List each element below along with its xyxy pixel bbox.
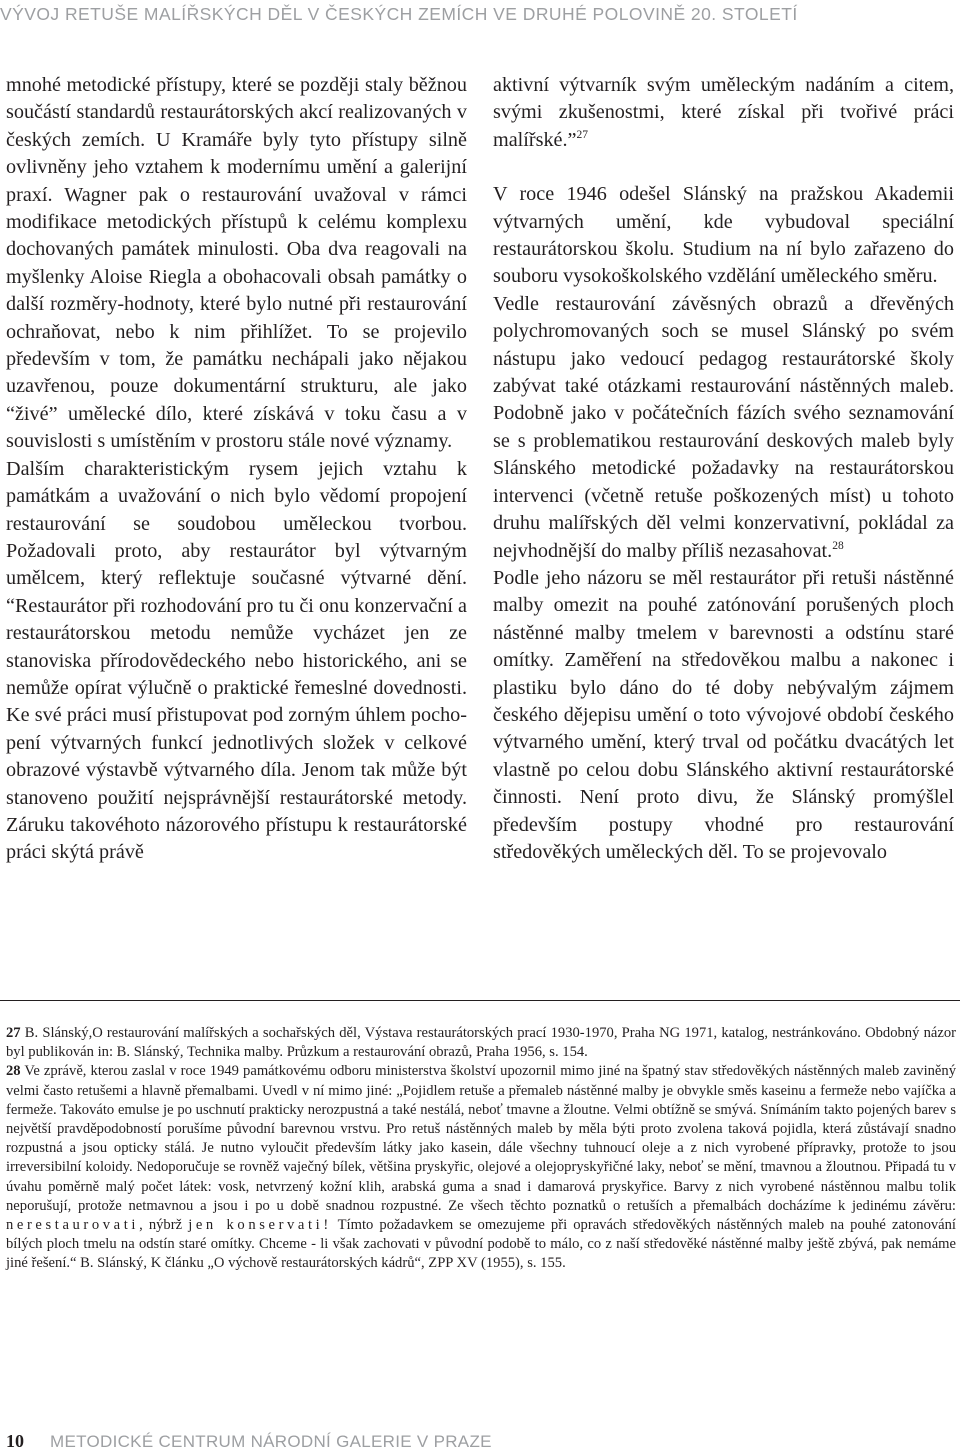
footnote-text: Tímto požadavkem se omezujeme při opravách středověkých nástěnných maleb na pouhé zatonování bílých ploch tmelu na odstín staré omítky. Chceme - li však zachovati v původní podobě to málo, co z naší středověké nástěnné malby ještě zbývá, pak nemáme jiné řešení.“ B. Slánský, K článku „O výchově restaurátorských kádrů“, ZPP XV (1955), s. 155. — [6, 1217, 956, 1272]
footnote-number: 28 — [6, 1063, 21, 1080]
footnote-28 — [6, 1062, 956, 1273]
page-number: 10 — [6, 1431, 24, 1451]
footnote-divider — [0, 1000, 960, 1001]
body-paragraph — [493, 291, 954, 565]
paragraph-text: Vedle restaurování závěsných obrazů a dřevěných polychromovaných soch se musel Slánský po svém nástupu jako vedoucí pedagog restaurátorské školy zabývat také otázkami restaurování nástěnných maleb. Podobně jako v počátečních fázích svého seznamování se s problematikou restaurování deskových maleb byly Slánského metodické požadavky na restaurátorskou intervenci (včetně retuše poškozených míst) u tohoto druhu malířských děl velmi konzervativní, pokládal za nejvhodnější do malby příliš nezasahovat. — [493, 292, 954, 562]
footnote-text: B. Slánský,O restaurování malířských a sochařských děl, Výstava restaurátorských prací 1930-1970, Praha NG 1971, katalog, nestránkováno. Obdobný názor byl publikován in: B. Slánský, Technika malby. Průzkum a restaurování obrazů, Praha 1956, s. 154. — [6, 1025, 956, 1061]
footnote-27 — [6, 1024, 956, 1062]
footnote-text: Ve zprávě, kterou zaslal v roce 1949 památkovému odboru ministerstva školství upozornil mimo jiné na špatný stav středověkých nástěnných maleb zaviněný velmi často retušemi a hlavně přemalbami. Uvedl v ní mimo jiné: „Pojidlem retuše a přemaleb nástěnné malby je obvykle směs kaseinu a fermeže nebo vajíčka a fermeže. Takováto emulse je po uschnutí prakticky nerozpustná a také nestálá, neboť tmavne a žloutne. Velmi obtížně se smývá. Snímáním takto pojených barev s největší pravděpodobností porušíme původní barevnou vrstvu. Pro retuš nástěnných maleb by měla býti proto zvolena taková pojidla, která zůstávají snadno rozpustná a jsou opticky stálá. Je nutno vyloučit především látky jako kasein, dále všechny tuhnoucí oleje a z nich vyrobené přípravky, protože to jsou irreversibilní koloidy. Nedoporučuje se rovněž vaječný bílek, většina pryskyřic, olejové a olejopryskyřičné laky, neboť se mění, tmavnou a žloutnou. Připadá tu v úvahu poměrně malý počet látek: vosk, netvrzený kožní klih, arabská guma a snad i damarová pryskyřice. Barvy z nich vyrobené nástěnnou malbu tolik neporušují, protože netmavnou a jsou i po u době snadnou rozpustné. Ze všech těchto poznatků o retuších a přemalbách docházíme k jedinému závěru: — [6, 1063, 956, 1214]
body-paragraph — [493, 72, 954, 154]
body-paragraph: Dalším charakteristickým rysem jejich vztahu k památkám a uvažování o nich bylo vědomí propojení restaurování se soudobou uměleckou tvorbou. Požadovali proto, aby restaurátor byl výtvarným umělcem, který reflektuje současné výtvarné dění. “Restaurátor při rozhodování pro tu či onu konzervační a restaurátorskou metodu nemůže vycházet jen ze stanoviska přírodovědeckého nebo historického, ani se nemůže opírat výlučně o praktické řemeslné dovednosti. Ke své práci musí přistupovat pod zorným úhlem pochopení výtvarných funkcí jednotlivých složek v celkové obrazové výstavbě výtvarného díla. Jenom tak může být stanoveno použití nejsprávnější restaurátorské metody. Záruku takovéhoto názorového přístupu k restaurátorské práci skýtá právě — [6, 457, 467, 864]
body-paragraph: V roce 1946 odešel Slánský na pražskou Akademii výtvarných umění, kde vybudoval speciální restaurátorskou školu. Studium na ní bylo zařazeno do souboru vysokoškolského vzdělání uměleckého směru. — [493, 183, 954, 288]
footnote-ref-28[interactable]: 28 — [832, 539, 844, 552]
body-paragraph: Podle jeho názoru se měl restaurátor při retuši nástěnné malby omezit na pouhé zatónování porušených ploch nástěnné malby tmelem v barevnosti a odstínu staré omítky. Zaměření na středověkou malbu a nakonec i plastiku bylo dáno do té doby nebývalým zájmem českého dějepisu umění o toto vývojové období českého výtvarného umění, který trval od počátku dvacátých let vlastně po celou dobu Slánského aktivní restaurátorské činnosti. Není proto divu, že Slánský promýšlel především postupy vhodné pro restaurování středověkých uměleckých děl. To se projevovalo — [493, 566, 954, 863]
body-paragraph: mnohé metodické přístupy, které se později staly běžnou součástí standardů restaurátorských akcí realizovaných v českých zemích. U Kramáře byly tyto přístupy silně ovlivněny jeho vztahem k modernímu umění a galerijní praxí. Wagner pak o restaurování uvažoval v rámci modifikace metodických přístupů k celému komplexu dochovaných památek minulosti. Oba dva reagovali na myšlenky Aloise Riegla a obohacovali obsah památky o další rozměry-hodnoty, které bylo nutné při restaurování ochraňovat, nebo k nim přihlížet. To se projevilo především v tom, že památku nechápali jako nějakou uzavřenou, pouze dokumentární strukturu, ale jako “živé” umělecké dílo, které získává v toku času a v souvislosti s umístěním v prostoru stále nové významy. — [6, 74, 467, 453]
footnotes — [6, 1024, 956, 1274]
spaced-emphasis: jen konservati! — [188, 1217, 332, 1234]
page-footer — [6, 1431, 956, 1452]
right-text-column — [493, 72, 954, 866]
footnote-ref-27[interactable]: 27 — [576, 128, 589, 141]
paragraph-text: aktivní výtvarník svým uměleckým nadáním a citem, svými zkušenostmi, které získal při tvořivé práci malířské.” — [493, 74, 954, 151]
footnote-number: 27 — [6, 1025, 21, 1041]
publisher-name: METODICKÉ CENTRUM NÁRODNÍ GALERIE V PRAZE — [50, 1432, 492, 1451]
footnote-text: , nýbrž — [139, 1217, 183, 1234]
left-text-column — [6, 72, 467, 867]
running-title: VÝVOJ RETUŠE MALÍŘSKÝCH DĚL V ČESKÝCH ZEMÍCH VE DRUHÉ POLOVINĚ 20. STOLETÍ — [0, 4, 798, 24]
spaced-emphasis: nerestaurovati — [6, 1217, 140, 1234]
